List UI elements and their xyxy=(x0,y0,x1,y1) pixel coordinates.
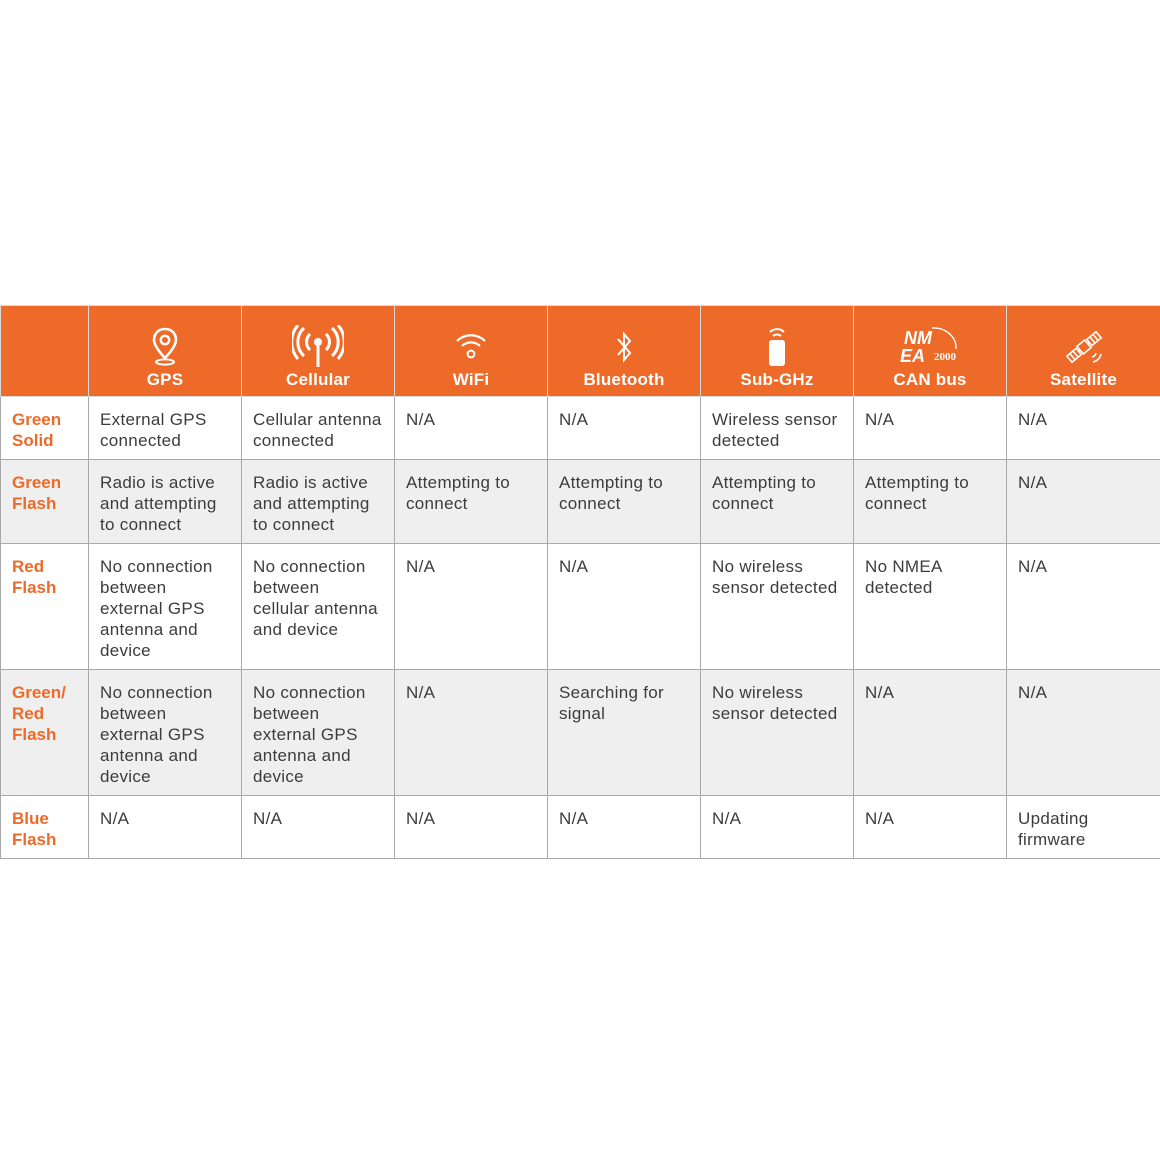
table-cell: N/A xyxy=(854,397,1007,460)
header-corner-cell xyxy=(1,306,89,397)
led-status-table xyxy=(0,305,1160,859)
table-cell: No wireless sensor detected xyxy=(701,670,854,796)
table-cell: Updating firmware xyxy=(1007,796,1160,859)
table-cell: No connection between cellular antenna and device xyxy=(242,544,395,670)
header-subghz xyxy=(701,306,854,397)
svg-text:2000: 2000 xyxy=(934,351,956,363)
table-cell: N/A xyxy=(395,544,548,670)
table-cell: Attempting to connect xyxy=(701,460,854,544)
table-row xyxy=(1,670,1160,796)
table-cell: No NMEA detected xyxy=(854,544,1007,670)
table-cell: N/A xyxy=(548,796,701,859)
table-cell: Radio is active and attempting to connect xyxy=(242,460,395,544)
table-cell: N/A xyxy=(548,544,701,670)
table-cell: N/A xyxy=(395,796,548,859)
cell-tower-icon xyxy=(242,324,394,370)
satellite-icon xyxy=(1007,324,1160,370)
table-cell: N/A xyxy=(854,796,1007,859)
table-cell: N/A xyxy=(548,397,701,460)
header-label: CAN bus xyxy=(893,370,967,389)
table-cell: N/A xyxy=(1007,397,1160,460)
table-row xyxy=(1,796,1160,859)
table-cell: N/A xyxy=(701,796,854,859)
table-cell: Radio is active and attempting to connect xyxy=(89,460,242,544)
header-label: GPS xyxy=(146,370,184,389)
header-bluetooth xyxy=(548,306,701,397)
table-cell: N/A xyxy=(242,796,395,859)
table-cell: No wireless sensor detected xyxy=(701,544,854,670)
table-cell: N/A xyxy=(1007,544,1160,670)
table-cell: Wireless sensor detected xyxy=(701,397,854,460)
wifi-icon xyxy=(395,324,547,370)
header-label: WiFi xyxy=(452,370,490,389)
header-label: Sub-GHz xyxy=(740,370,814,389)
header-label: Cellular xyxy=(286,370,350,389)
header-cellular xyxy=(242,306,395,397)
nmea-2000-logo xyxy=(854,324,1006,370)
table-cell: N/A xyxy=(854,670,1007,796)
state-label: Green/ Red Flash xyxy=(1,670,89,796)
table-cell: N/A xyxy=(89,796,242,859)
table-cell: No connection between external GPS antenna and device xyxy=(89,544,242,670)
table-row xyxy=(1,544,1160,670)
header-canbus xyxy=(854,306,1007,397)
table-cell: Attempting to connect xyxy=(854,460,1007,544)
wireless-sensor-icon xyxy=(701,324,853,370)
header-row xyxy=(1,306,1160,397)
table-cell: Searching for signal xyxy=(548,670,701,796)
table-cell: No connection between external GPS antenna and device xyxy=(242,670,395,796)
state-label: Blue Flash xyxy=(1,796,89,859)
table-cell: Attempting to connect xyxy=(395,460,548,544)
header-label: Bluetooth xyxy=(583,370,665,389)
table-cell: N/A xyxy=(395,397,548,460)
table-row xyxy=(1,397,1160,460)
table-row xyxy=(1,460,1160,544)
header-wifi xyxy=(395,306,548,397)
header-satellite xyxy=(1007,306,1160,397)
location-pin-icon xyxy=(89,324,241,370)
header-label: Satellite xyxy=(1050,370,1117,389)
table-cell: No connection between external GPS antenna and device xyxy=(89,670,242,796)
table-cell: N/A xyxy=(1007,670,1160,796)
table-cell: Cellular antenna connected xyxy=(242,397,395,460)
table-cell: Attempting to connect xyxy=(548,460,701,544)
state-label: Green Flash xyxy=(1,460,89,544)
bluetooth-icon xyxy=(548,324,700,370)
table-cell: N/A xyxy=(395,670,548,796)
table-cell: External GPS connected xyxy=(89,397,242,460)
svg-text:NM: NM xyxy=(904,328,932,348)
state-label: Green Solid xyxy=(1,397,89,460)
header-gps xyxy=(89,306,242,397)
table-cell: N/A xyxy=(1007,460,1160,544)
svg-text:EA: EA xyxy=(900,346,926,366)
state-label: Red Flash xyxy=(1,544,89,670)
